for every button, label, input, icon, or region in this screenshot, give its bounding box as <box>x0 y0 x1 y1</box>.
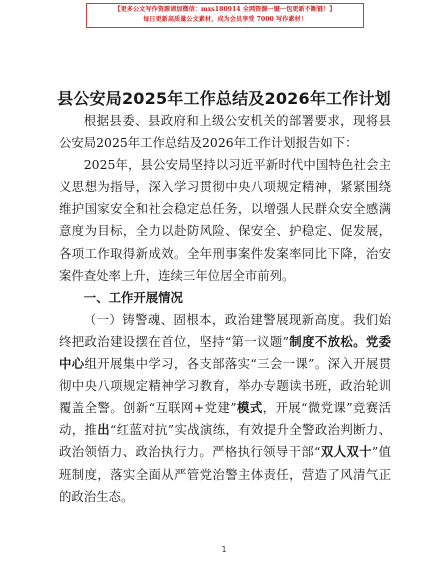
para-text: ，开展“微党课”竞赛活动，推 <box>59 400 392 438</box>
document-title: 县公安局2025年工作总结及2026年工作计划 <box>57 89 391 108</box>
promo-banner-line-1: 【更多公文写作资源请加微信：mxs180914 全网资源一键一包更新不断链！】 <box>114 6 336 13</box>
page-number: 1 <box>221 545 227 554</box>
document-body <box>59 110 391 508</box>
para-text: （一）铸警魂、固根本，政治建警展现新高度。我们始终把政治建设摆在首位，坚持“第一议题” <box>59 311 391 349</box>
para-text: 组开展集中学习，各支部落实“三会一课”。深入开展贯彻中央八项规定精神学习教育，举办专题读书班，政治轮训覆盖全警。创新“互联网+党建” <box>59 356 392 416</box>
para-bold-text: 双人双十 <box>320 444 372 460</box>
para-bold-text: 制度不放松。党委中心 <box>59 333 392 372</box>
promo-banner <box>86 3 364 28</box>
para-bold-text: 模式 <box>236 400 263 416</box>
para-bold-text: 出 <box>97 422 111 438</box>
section-heading: 一、工作开展情况 <box>83 289 183 305</box>
section-paragraph-1 <box>59 309 391 508</box>
para-text: “红蓝对抗”实战演练，有效提升全警政治判断力、政治领悟力、政治执行力。严格执行领导干部“ <box>59 422 392 460</box>
promo-banner-line-2: 每日更新高质量公文素材，成为会员享受 7000 写作素材！ <box>143 16 307 23</box>
para-text: ”值班制度，落实全面从严管党治警主体责任，营造了风清气正的政治生态。 <box>59 444 391 504</box>
intro-paragraph: 根据县委、县政府和上级公安机关的部署要求，现将县公安局2025年工作总结及2026年工作计划报告如下： <box>59 113 391 151</box>
summary-paragraph: 2025年，县公安局坚持以习近平新时代中国特色社会主义思想为指导，深入学习贯彻中央八项规定精神，紧紧围绕维护国家安全和社会稳定总任务，以增强人民群众安全感满意度为目标，全力以赴防风险、保安全、护稳定、促发展，各项工作取得新成效。全年刑事案件发案率同比下降，治安案件查处率上升，连续三年位居全市前列。 <box>59 157 391 283</box>
